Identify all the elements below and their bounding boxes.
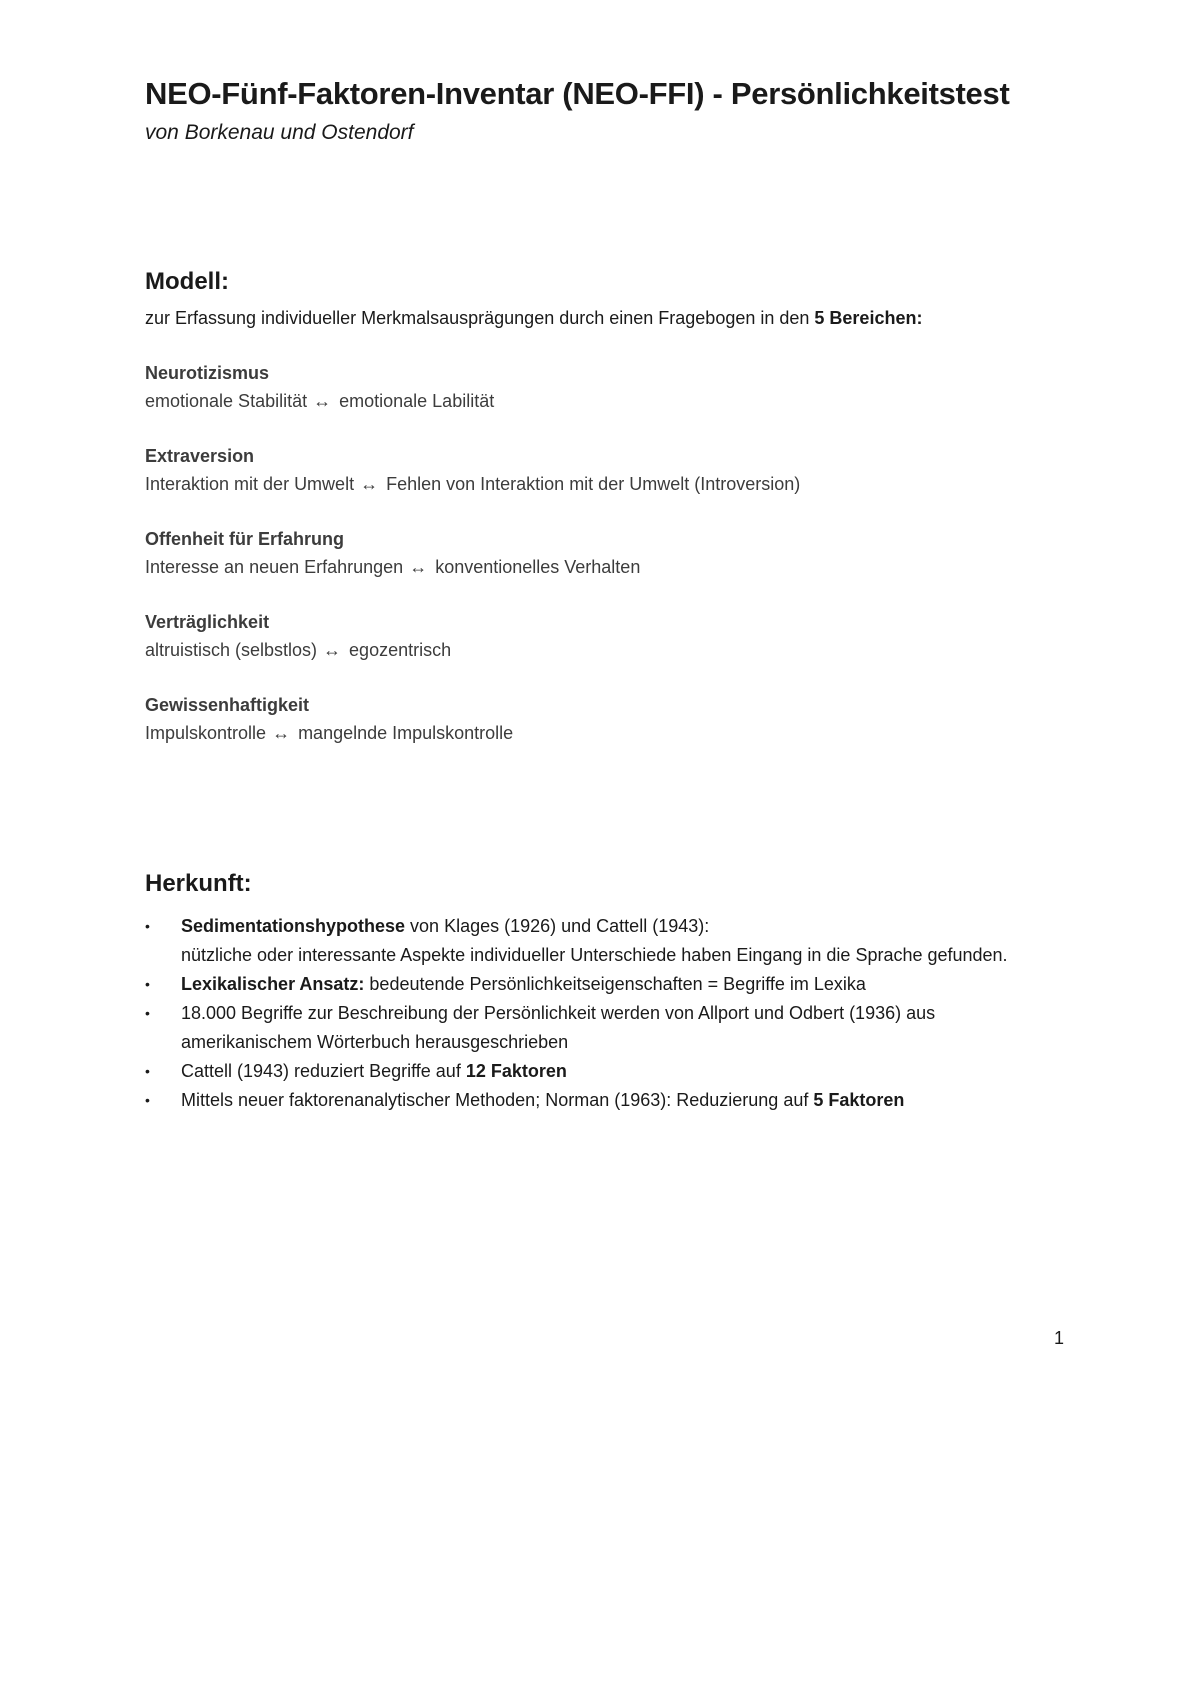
modell-heading: Modell:: [145, 268, 229, 295]
bullet-icon: •: [145, 918, 150, 934]
document-title: NEO-Fünf-Faktoren-Inventar (NEO-FFI) - Persönlichkeitstest: [145, 76, 1010, 111]
factor-right: konventionelles Verhalten: [435, 557, 641, 577]
list-item-text-line2: nützliche oder interessante Aspekte individueller Unterschiede haben Eingang in die Sprache gefunden.: [181, 945, 1008, 965]
list-item-text: 18.000 Begriffe zur Beschreibung der Persönlichkeit werden von Allport und Odbert (1936) aus amerikanischem Wörterbuch herausgeschrieben: [181, 1003, 936, 1052]
modell-intro: [145, 308, 922, 329]
list-item-bold: Sedimentationshypothese: [181, 916, 406, 936]
left-right-arrow-icon: ↔: [313, 391, 332, 411]
modell-intro-text: zur Erfassung individueller Merkmalsausprägungen durch einen Fragebogen in den: [145, 308, 815, 328]
herkunft-list: [145, 912, 1065, 1115]
factor-left: Interesse an neuen Erfahrungen: [145, 557, 404, 577]
list-item-bold: 12 Faktoren: [465, 1061, 567, 1081]
list-item-bold: 5 Faktoren: [813, 1090, 905, 1110]
bullet-icon: •: [145, 1063, 150, 1079]
factor-desc-extraversion: [145, 474, 800, 495]
factor-right: egozentrisch: [349, 640, 452, 660]
page-number: 1: [1054, 1328, 1065, 1348]
factor-name-gewissenhaftigkeit: Gewissenhaftigkeit: [145, 695, 310, 715]
factor-left: altruistisch (selbstlos): [145, 640, 318, 660]
factor-name-offenheit: Offenheit für Erfahrung: [145, 529, 344, 549]
left-right-arrow-icon: ↔: [360, 474, 379, 494]
factor-left: emotionale Stabilität: [145, 391, 308, 411]
bullet-icon: •: [145, 1092, 150, 1108]
list-item-text: von Klages (1926) und Cattell (1943):: [405, 916, 710, 936]
document-subtitle: von Borkenau und Ostendorf: [145, 121, 414, 144]
factor-right: mangelnde Impulskontrolle: [298, 723, 514, 743]
factor-left: Interaktion mit der Umwelt: [145, 474, 355, 494]
left-right-arrow-icon: ↔: [272, 723, 291, 743]
list-item: [145, 999, 1065, 1057]
factor-desc-offenheit: [145, 557, 640, 578]
bullet-icon: •: [145, 1005, 150, 1021]
herkunft-heading: Herkunft:: [145, 870, 252, 897]
left-right-arrow-icon: ↔: [323, 640, 342, 660]
factor-name-neurotizismus: Neurotizismus: [145, 363, 270, 383]
list-item: [145, 970, 1065, 999]
factor-name-extraversion: Extraversion: [145, 446, 255, 466]
factor-desc-gewissenhaftigkeit: [145, 723, 513, 744]
factor-left: Impulskontrolle: [145, 723, 267, 743]
list-item: [145, 1057, 1065, 1086]
list-item-text: Cattell (1943) reduziert Begriffe auf: [181, 1061, 466, 1081]
left-right-arrow-icon: ↔: [409, 557, 428, 577]
modell-intro-bold: 5 Bereichen:: [814, 308, 923, 328]
factor-right: emotionale Labilität: [339, 391, 495, 411]
bullet-icon: •: [145, 976, 150, 992]
list-item: [145, 912, 1065, 970]
list-item-bold: Lexikalischer Ansatz:: [181, 974, 365, 994]
factor-name-vertraeglichkeit: Verträglichkeit: [145, 612, 270, 632]
factor-right: Fehlen von Interaktion mit der Umwelt (Introversion): [386, 474, 801, 494]
factor-desc-neurotizismus: [145, 391, 494, 412]
list-item-text: bedeutende Persönlichkeitseigenschaften = Begriffe im Lexika: [364, 974, 866, 994]
list-item: [145, 1086, 1065, 1115]
list-item-text: Mittels neuer faktorenanalytischer Methoden; Norman (1963): Reduzierung auf: [181, 1090, 814, 1110]
factor-desc-vertraeglichkeit: [145, 640, 451, 661]
